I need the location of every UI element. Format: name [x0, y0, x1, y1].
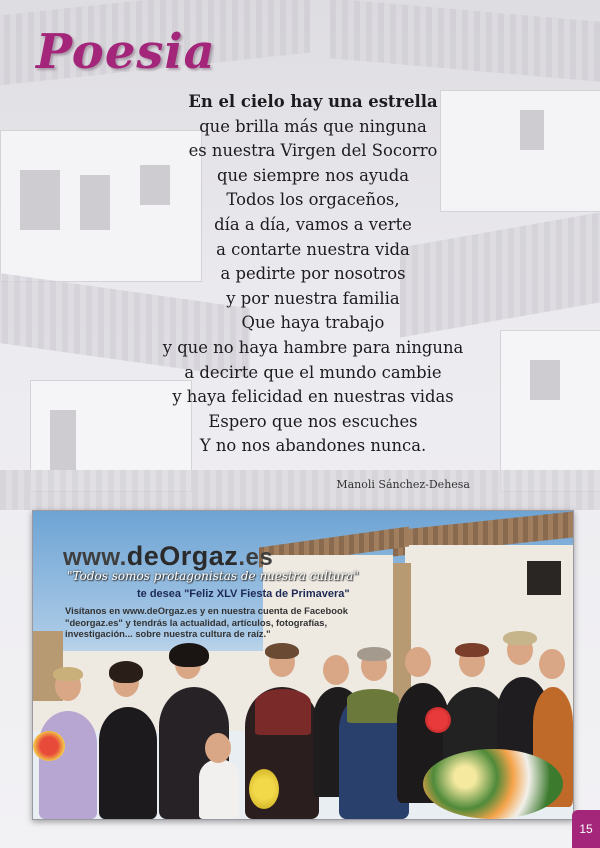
embroidered-collar: [347, 689, 399, 723]
poem: [130, 90, 496, 459]
poem-line: En el cielo hay una estrella: [188, 92, 438, 111]
person-head: [539, 649, 565, 679]
poem-line: que brilla más que ninguna: [199, 116, 427, 136]
person-hair: [455, 643, 489, 657]
person-hair: [169, 643, 209, 667]
ad-slogan: "Todos somos protagonistas de nuestra cultura": [67, 569, 359, 583]
person-hair: [265, 643, 299, 659]
person-hair: [357, 647, 391, 661]
embroidered-shawl: [255, 689, 311, 735]
url-suffix: .es: [238, 544, 274, 571]
poem-line: y por nuestra familia: [226, 288, 400, 308]
person-hair: [503, 631, 537, 645]
poem-line: a decirte que el mundo cambie: [184, 362, 442, 382]
flower-bouquet: [249, 769, 279, 809]
girl-in-costume: [199, 759, 239, 819]
person-head: [323, 655, 349, 685]
poem-line: es nuestra Virgen del Socorro: [188, 141, 438, 161]
url-brand: deOrgaz: [126, 541, 239, 571]
flower-bouquet: [425, 707, 451, 733]
poem-line: y haya felicidad en nuestras vidas: [172, 387, 454, 407]
poem-line: Espero que nos escuches: [208, 411, 418, 431]
poem-line: Todos los orgaceños,: [226, 190, 400, 210]
woman-in-black: [99, 707, 157, 819]
ad-website-url: [63, 541, 273, 572]
poem-line: Y no nos abandones nunca.: [199, 436, 427, 456]
flower-basket: [423, 749, 563, 819]
poem-line: Que haya trabajo: [241, 313, 385, 333]
person-hair: [109, 661, 143, 683]
ad-festival-wish: te desea "Feliz XLV Fiesta de Primavera": [137, 588, 350, 600]
deorgaz-advertisement-photo: [32, 510, 574, 820]
ad-visit-text: Visítanos en www.deOrgaz.es y en nuestra cuenta de Facebook "deorgaz.es" y tendrás la actualidad, artículos, fotografías, investigación... sobre nuestra cultura de raíz.": [65, 605, 348, 639]
woman-in-costume: [39, 711, 97, 819]
building-window: [527, 561, 561, 595]
person-hair: [53, 667, 83, 681]
page-title: Poesia: [36, 24, 216, 80]
poem-author: Manoli Sánchez-Dehesa: [336, 478, 470, 491]
poem-line: a contarte nuestra vida: [216, 239, 410, 259]
poem-line: que siempre nos ayuda: [217, 165, 409, 185]
poem-line: y que no haya hambre para ninguna: [162, 337, 464, 357]
url-prefix: www.: [63, 544, 127, 571]
person-head: [205, 733, 231, 763]
page-number-badge: 15: [572, 810, 600, 848]
poem-line: día a día, vamos a verte: [214, 214, 412, 234]
poem-line: a pedirte por nosotros: [220, 264, 406, 284]
person-head: [405, 647, 431, 677]
flower-bouquet: [33, 731, 65, 761]
